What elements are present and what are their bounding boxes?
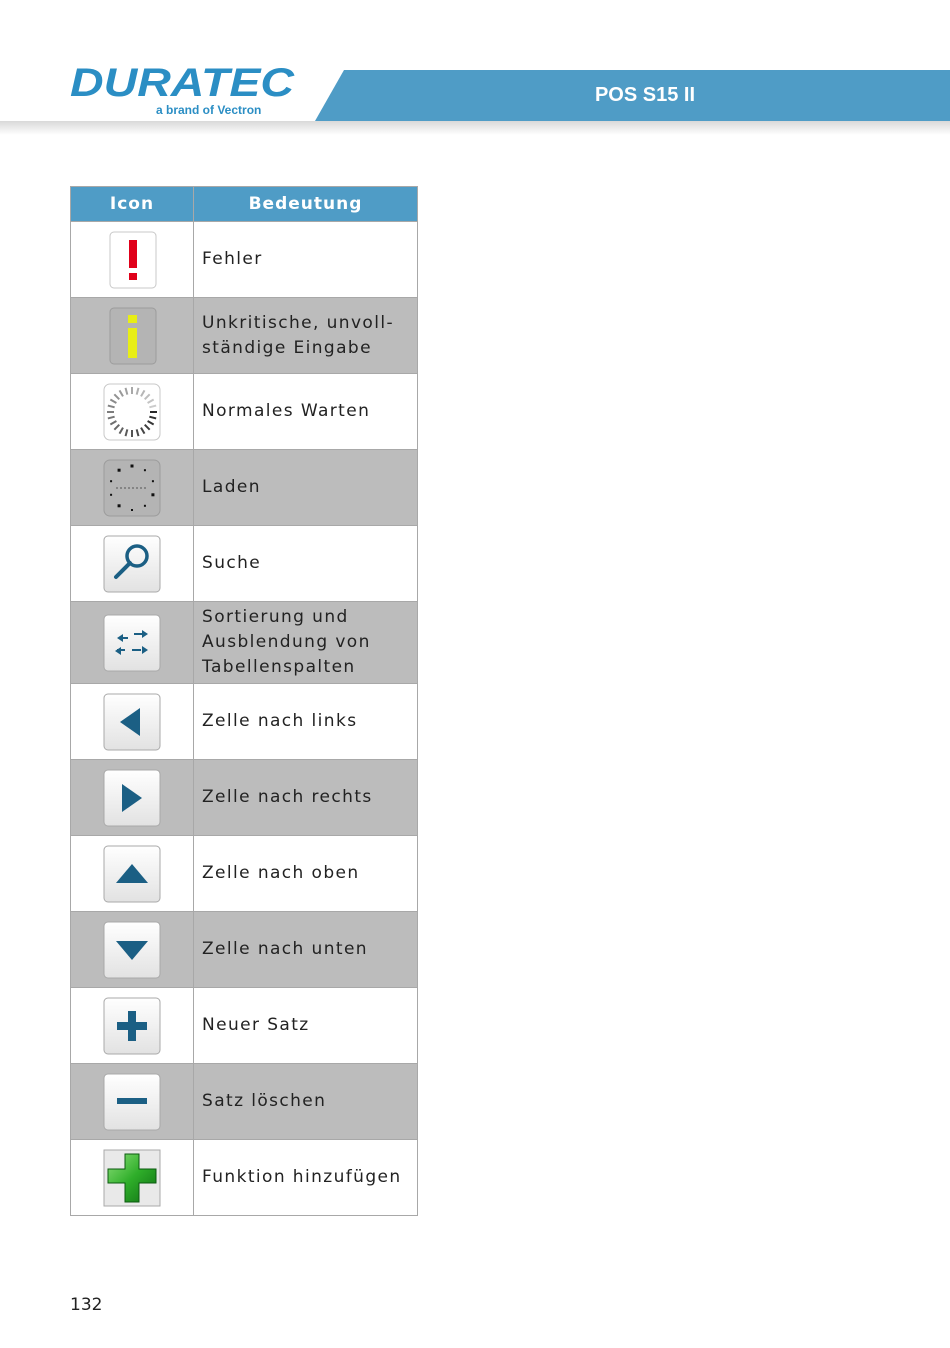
minus-icon [102, 1072, 162, 1132]
meaning-column-header: Bedeutung [194, 187, 418, 222]
table-row [71, 526, 418, 602]
loading-dot [144, 469, 146, 471]
table-row [71, 1064, 418, 1140]
table-row [71, 222, 418, 298]
loading-dot [144, 504, 146, 506]
loading-dot [110, 480, 112, 482]
table-row [71, 602, 418, 684]
loading-dot [118, 504, 121, 507]
row-label: Laden [194, 450, 418, 526]
loading-icon [102, 458, 162, 518]
loading-dot [110, 493, 112, 495]
table-row [71, 836, 418, 912]
table-row [71, 1140, 418, 1216]
row-label-line: Unkritische, unvoll- [202, 312, 394, 333]
loading-dot [118, 468, 121, 471]
waiting-spinner-icon [102, 382, 162, 442]
row-label-line: ständige Eingabe [202, 337, 372, 358]
loading-dot [152, 480, 154, 482]
arrow-up-icon [102, 844, 162, 904]
row-label: Normales Warten [194, 374, 418, 450]
row-label: Zelle nach rechts [194, 760, 418, 836]
info-icon [102, 306, 162, 366]
search-icon [102, 534, 162, 594]
table-row [71, 912, 418, 988]
loading-dot [151, 493, 154, 496]
arrow-left-icon [102, 692, 162, 752]
arrow-right-icon [102, 768, 162, 828]
table-row [71, 374, 418, 450]
table-row [71, 988, 418, 1064]
table-row [71, 760, 418, 836]
row-label: Funktion hinzufügen [194, 1140, 418, 1216]
loading-dot [131, 509, 133, 511]
table-row [71, 298, 418, 374]
row-label: Zelle nach unten [194, 912, 418, 988]
column-sort-icon [102, 613, 162, 673]
model-title: POS S15 II [594, 84, 696, 106]
icon-legend-table [70, 186, 418, 1216]
page-header [0, 0, 950, 135]
row-label: Zelle nach oben [194, 836, 418, 912]
brand-tagline: a brand of Vectron [156, 103, 262, 117]
row-label: Suche [194, 526, 418, 602]
green-plus-icon [102, 1148, 162, 1208]
page-number: 132 [70, 1295, 103, 1315]
row-label: Neuer Satz [194, 988, 418, 1064]
row-label: Zelle nach links [194, 684, 418, 760]
row-label-line: Sortierung und [202, 607, 349, 627]
table-row [71, 450, 418, 526]
error-icon [102, 230, 162, 290]
loading-dot [131, 464, 134, 467]
icon-column-header: Icon [71, 187, 194, 222]
row-label-line: Tabellenspalten [202, 657, 356, 677]
row-label: Satz löschen [194, 1064, 418, 1140]
table-row [71, 684, 418, 760]
plus-icon [102, 996, 162, 1056]
table-header-row [71, 187, 418, 222]
row-label: Fehler [194, 222, 418, 298]
svg-text:DURATEC: DURATEC [70, 62, 296, 104]
arrow-down-icon [102, 920, 162, 980]
duratec-logo [70, 62, 298, 104]
row-label-line: Ausblendung von [202, 632, 371, 652]
